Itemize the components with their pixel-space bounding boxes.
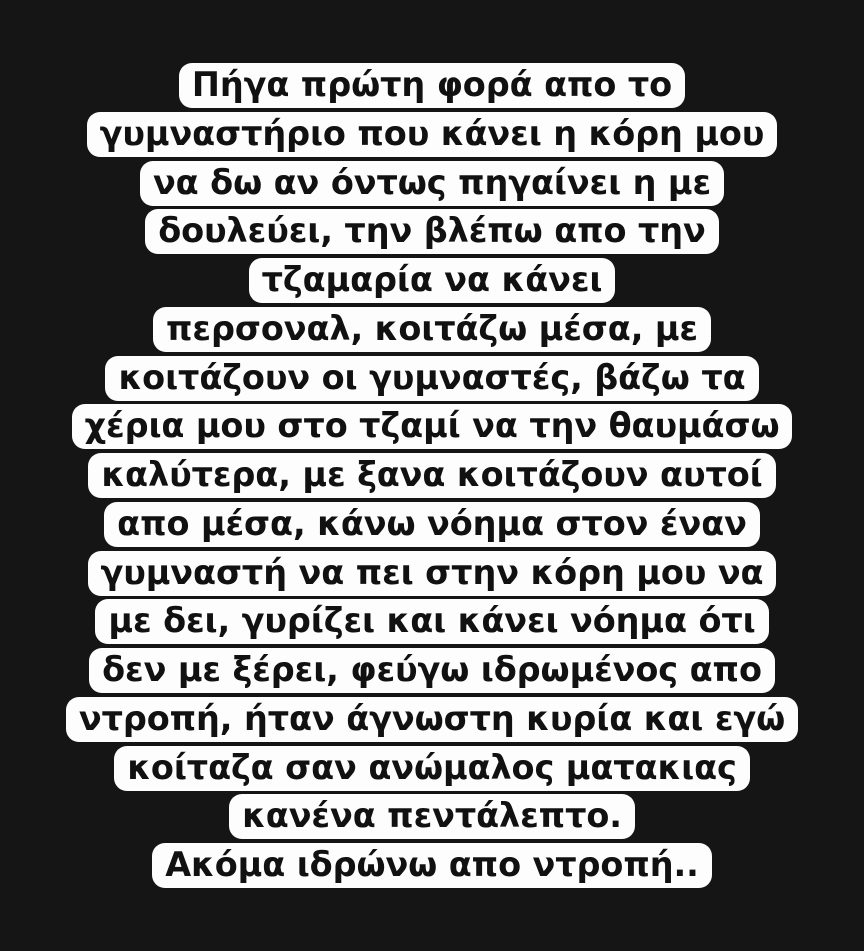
text-line-content: κοίταζα σαν ανώμαλος ματακιας [114,746,750,791]
story-text-block [52,61,812,889]
text-line-content: δεν με ξέρει, φεύγω ιδρωμένος απο [89,648,775,693]
text-line [52,159,812,208]
text-line-content: γυμναστήριο που κάνει η κόρη μου [87,112,778,157]
text-line-content: κανένα πεντάλεπτο. [229,794,635,839]
text-line [52,110,812,159]
text-line [52,841,812,890]
text-line [52,744,812,793]
text-line [52,792,812,841]
text-line [52,695,812,744]
text-line [52,61,812,110]
text-line [52,354,812,403]
text-line-content: ντροπή, ήταν άγνωστη κυρία και εγώ [66,697,798,742]
text-line-content: χέρια μου στο τζαμί να την θαυμάσω [72,404,793,449]
text-line-content: γυμναστή να πει στην κόρη μου να [88,551,777,596]
text-line-content: Πήγα πρώτη φορά απο το [179,63,685,108]
text-line [52,305,812,354]
text-line-content: Ακόμα ιδρώνω απο ντροπή.. [152,843,712,888]
text-line-content: δουλεύει, την βλέπω απο την [145,209,719,254]
text-line-content: απο μέσα, κάνω νόημα στον έναν [104,502,760,547]
text-line [52,549,812,598]
text-line-content: καλύτερα, με ξανα κοιτάζουν αυτοί [88,453,775,498]
text-line [52,646,812,695]
text-line [52,402,812,451]
text-line-content: περσοναλ, κοιτάζω μέσα, με [153,307,711,352]
text-line [52,597,812,646]
text-line-content: να δω αν όντως πηγαίνει η με [140,161,724,206]
text-line [52,500,812,549]
text-line-content: κοιτάζουν οι γυμναστές, βάζω τα [105,356,758,401]
text-line [52,256,812,305]
text-line [52,451,812,500]
text-line [52,207,812,256]
text-line-content: τζαμαρία να κάνει [249,258,616,303]
text-line-content: με δει, γυρίζει και κάνει νόημα ότι [95,599,768,644]
